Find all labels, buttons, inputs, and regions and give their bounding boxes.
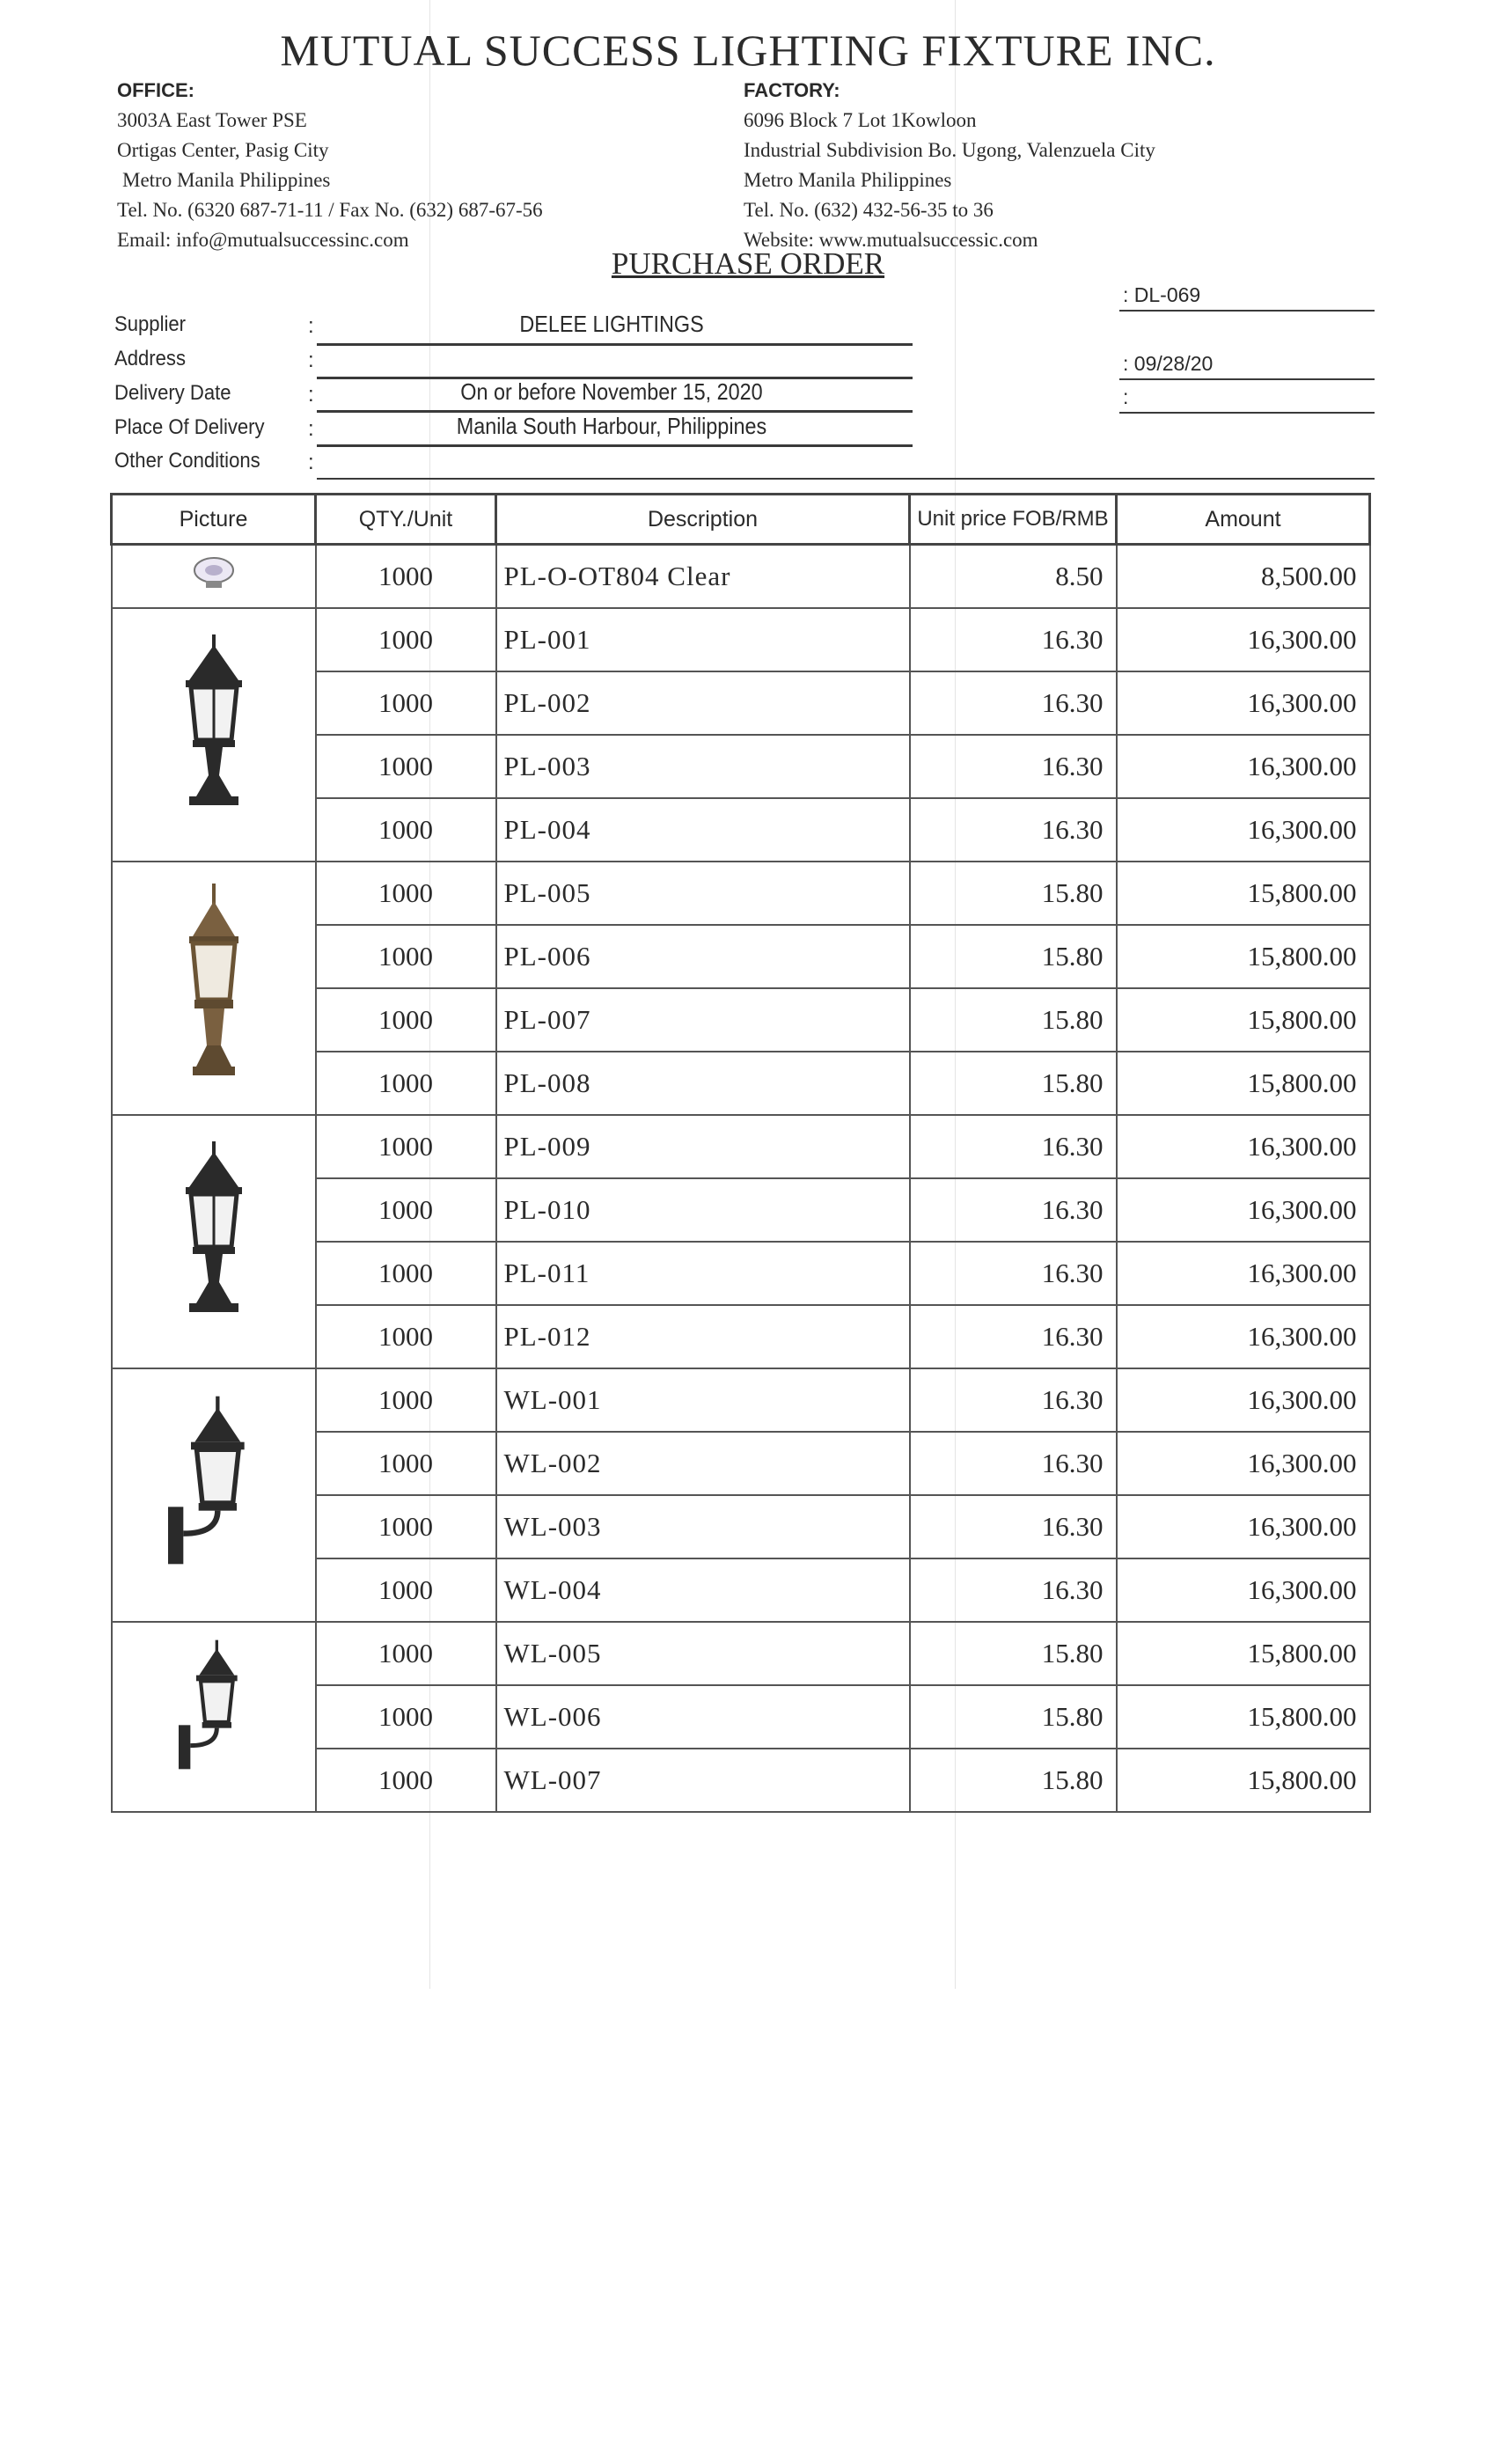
office-line: 3003A East Tower PSE	[117, 109, 307, 131]
amount-cell: 16,300.00	[1117, 1115, 1370, 1178]
unit-price-cell: 15.80	[910, 1052, 1117, 1115]
qty-cell: 1000	[316, 1622, 496, 1685]
post-lantern-bronze-image	[112, 862, 316, 1115]
qty-cell: 1000	[316, 988, 496, 1052]
amount-cell: 15,800.00	[1117, 1052, 1370, 1115]
table-row	[112, 862, 1370, 925]
qty-cell: 1000	[316, 1242, 496, 1305]
office-email: Email: info@mutualsuccessinc.com	[117, 229, 409, 251]
qty-cell: 1000	[316, 1685, 496, 1749]
factory-line: Metro Manila Philippines	[744, 169, 952, 191]
description-cell: WL-005	[496, 1622, 910, 1685]
col-qty: QTY./Unit	[316, 495, 496, 545]
factory-line: Industrial Subdivision Bo. Ugong, Valenzuela City	[744, 139, 1155, 161]
table-row	[112, 1115, 1370, 1178]
qty-cell: 1000	[316, 1178, 496, 1242]
qty-cell: 1000	[316, 1305, 496, 1368]
office-address-block	[117, 76, 543, 255]
amount-cell: 16,300.00	[1117, 1558, 1370, 1622]
unit-price-cell: 16.30	[910, 1495, 1117, 1558]
description-cell: PL-001	[496, 608, 910, 671]
unit-price-cell: 16.30	[910, 1558, 1117, 1622]
amount-cell: 15,800.00	[1117, 1622, 1370, 1685]
description-cell: PL-011	[496, 1242, 910, 1305]
unit-price-cell: 16.30	[910, 1305, 1117, 1368]
place-of-delivery-underline	[317, 444, 913, 447]
po-number-underline	[1119, 310, 1375, 312]
qty-cell: 1000	[316, 545, 496, 609]
unit-price-cell: 16.30	[910, 671, 1117, 735]
amount-cell: 8,500.00	[1117, 545, 1370, 609]
qty-cell: 1000	[316, 1432, 496, 1495]
unit-price-cell: 15.80	[910, 1622, 1117, 1685]
amount-cell: 15,800.00	[1117, 862, 1370, 925]
factory-line: Tel. No. (632) 432-56-35 to 36	[744, 199, 994, 221]
col-unit-price: Unit price FOB/RMB	[910, 495, 1117, 545]
description-cell: WL-006	[496, 1685, 910, 1749]
qty-cell: 1000	[316, 735, 496, 798]
unit-price-cell: 16.30	[910, 1368, 1117, 1432]
unit-price-cell: 8.50	[910, 545, 1117, 609]
qty-cell: 1000	[316, 798, 496, 862]
qty-cell: 1000	[316, 1115, 496, 1178]
unit-price-cell: 15.80	[910, 1685, 1117, 1749]
other-conditions-colon: :	[308, 451, 314, 474]
unit-price-cell: 15.80	[910, 862, 1117, 925]
table-row	[112, 1368, 1370, 1432]
amount-cell: 16,300.00	[1117, 1368, 1370, 1432]
description-cell: PL-009	[496, 1115, 910, 1178]
amount-cell: 15,800.00	[1117, 925, 1370, 988]
qty-cell: 1000	[316, 1558, 496, 1622]
post-lantern-black-image	[112, 608, 316, 862]
factory-website: Website: www.mutualsuccessic.com	[744, 229, 1038, 251]
description-cell: WL-001	[496, 1368, 910, 1432]
supplier-underline	[317, 343, 913, 346]
amount-cell: 16,300.00	[1117, 671, 1370, 735]
amount-cell: 16,300.00	[1117, 1242, 1370, 1305]
post-lantern-small-image	[112, 1115, 316, 1368]
amount-cell: 15,800.00	[1117, 988, 1370, 1052]
right-blank-underline	[1119, 412, 1375, 414]
other-conditions-underline	[317, 478, 1375, 480]
office-line: Tel. No. (6320 687-71-11 / Fax No. (632) 687-67-56	[117, 199, 543, 221]
delivery-date-colon: :	[308, 383, 314, 407]
purchase-order-title: PURCHASE ORDER	[611, 246, 885, 281]
amount-cell: 16,300.00	[1117, 1495, 1370, 1558]
place-of-delivery-colon: :	[308, 417, 314, 441]
qty-cell: 1000	[316, 1368, 496, 1432]
place-of-delivery-label: Place Of Delivery	[114, 415, 265, 439]
qty-cell: 1000	[316, 1052, 496, 1115]
po-date-underline	[1119, 378, 1375, 380]
unit-price-cell: 15.80	[910, 925, 1117, 988]
amount-cell: 16,300.00	[1117, 1178, 1370, 1242]
unit-price-cell: 16.30	[910, 798, 1117, 862]
office-line: Ortigas Center, Pasig City	[117, 139, 329, 161]
po-number: : DL-069	[1123, 283, 1201, 306]
office-label: OFFICE:	[117, 79, 194, 101]
supplier-value: DELEE LIGHTINGS	[519, 311, 704, 337]
delivery-date-label: Delivery Date	[114, 381, 231, 405]
unit-price-cell: 16.30	[910, 1242, 1117, 1305]
table-header-row	[112, 495, 1370, 545]
description-cell: WL-004	[496, 1558, 910, 1622]
other-conditions-label: Other Conditions	[114, 449, 260, 473]
description-cell: PL-010	[496, 1178, 910, 1242]
amount-cell: 16,300.00	[1117, 1432, 1370, 1495]
unit-price-cell: 15.80	[910, 988, 1117, 1052]
description-cell: PL-006	[496, 925, 910, 988]
amount-cell: 16,300.00	[1117, 798, 1370, 862]
description-cell: WL-002	[496, 1432, 910, 1495]
description-cell: PL-005	[496, 862, 910, 925]
unit-price-cell: 16.30	[910, 735, 1117, 798]
table-row	[112, 1622, 1370, 1685]
col-amount: Amount	[1117, 495, 1370, 545]
qty-cell: 1000	[316, 862, 496, 925]
place-of-delivery-value: Manila South Harbour, Philippines	[456, 413, 767, 439]
supplier-colon: :	[308, 314, 314, 338]
description-cell: PL-007	[496, 988, 910, 1052]
unit-price-cell: 15.80	[910, 1749, 1117, 1812]
unit-price-cell: 16.30	[910, 1178, 1117, 1242]
amount-cell: 15,800.00	[1117, 1685, 1370, 1749]
qty-cell: 1000	[316, 1495, 496, 1558]
purchase-order-table	[110, 493, 1371, 1813]
description-cell: PL-012	[496, 1305, 910, 1368]
description-cell: PL-004	[496, 798, 910, 862]
office-line: Metro Manila Philippines	[122, 169, 331, 191]
amount-cell: 16,300.00	[1117, 1305, 1370, 1368]
supplier-label: Supplier	[114, 312, 187, 336]
description-cell: WL-007	[496, 1749, 910, 1812]
bulb-fixture-image	[112, 545, 316, 609]
qty-cell: 1000	[316, 671, 496, 735]
table-row	[112, 545, 1370, 609]
col-picture: Picture	[112, 495, 316, 545]
factory-line: 6096 Block 7 Lot 1Kowloon	[744, 109, 977, 131]
table-row	[112, 608, 1370, 671]
delivery-date-value: On or before November 15, 2020	[460, 378, 763, 405]
company-name: MUTUAL SUCCESS LIGHTING FIXTURE INC.	[280, 26, 1216, 75]
qty-cell: 1000	[316, 1749, 496, 1812]
table-body	[112, 545, 1370, 1813]
amount-cell: 15,800.00	[1117, 1749, 1370, 1812]
factory-address-block	[744, 76, 1155, 255]
factory-label: FACTORY:	[744, 79, 840, 101]
unit-price-cell: 16.30	[910, 1432, 1117, 1495]
amount-cell: 16,300.00	[1117, 608, 1370, 671]
right-blank-field: :	[1123, 385, 1129, 408]
address-colon: :	[308, 348, 314, 372]
unit-price-cell: 16.30	[910, 1115, 1117, 1178]
qty-cell: 1000	[316, 608, 496, 671]
description-cell: PL-003	[496, 735, 910, 798]
col-description: Description	[496, 495, 910, 545]
description-cell: WL-003	[496, 1495, 910, 1558]
description-cell: PL-008	[496, 1052, 910, 1115]
address-label: Address	[114, 347, 187, 370]
unit-price-cell: 16.30	[910, 608, 1117, 671]
wall-lantern-image	[112, 1368, 316, 1622]
po-date: : 09/28/20	[1123, 352, 1214, 375]
description-cell: PL-O-OT804 Clear	[496, 545, 910, 609]
qty-cell: 1000	[316, 925, 496, 988]
description-cell: PL-002	[496, 671, 910, 735]
wall-lantern-small-image	[112, 1622, 316, 1812]
amount-cell: 16,300.00	[1117, 735, 1370, 798]
